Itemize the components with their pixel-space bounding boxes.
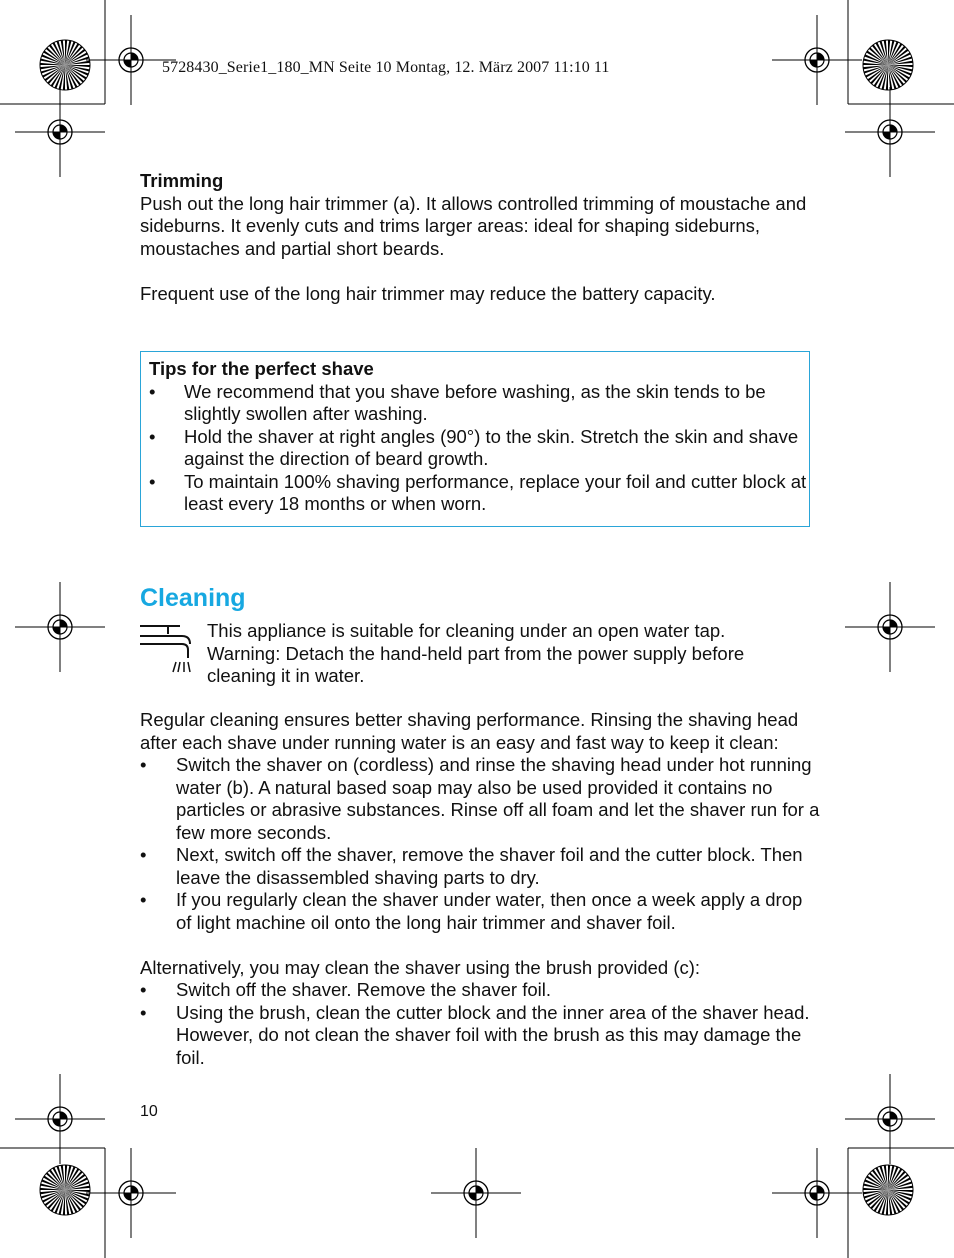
trimming-paragraph: Push out the long hair trimmer (a). It allows controlled trimming of moustache and sideburns. It evenly cuts and trims larger areas: ideal for shaping sideburns, moustaches and partial short beards. <box>140 192 807 259</box>
star-target-mark <box>863 40 913 90</box>
water-note <box>207 620 817 688</box>
brush-intro: Alternatively, you may clean the shaver using the brush provided (c): <box>140 956 701 978</box>
water-suitability: This appliance is suitable for cleaning under an open water tap. <box>207 620 726 641</box>
trimming-section <box>140 170 820 305</box>
bullet: • <box>140 1001 147 1023</box>
bullet: • <box>149 425 156 447</box>
list-item: • Next, switch off the shaver, remove the shaver foil and the cutter block. Then leave the disassembled shaving parts to dry. <box>140 844 803 888</box>
bullet: • <box>149 380 156 402</box>
water-warning: Warning: Detach the hand-held part from the power supply before cleaning it in water. <box>207 642 745 686</box>
star-target-mark <box>40 40 90 90</box>
brush-list <box>140 979 820 1069</box>
list-item: • Using the brush, clean the cutter block and the inner area of the shaver head. However, do not clean the shaver foil with the brush as this may damage the foil. <box>140 1001 810 1068</box>
bullet: • <box>140 889 147 910</box>
list-item: • Switch off the shaver. Remove the shaver foil. <box>140 979 551 1000</box>
bullet: • <box>140 754 147 775</box>
tips-box <box>140 351 810 527</box>
water-tap-icon <box>138 622 196 678</box>
tips-title: Tips for the perfect shave <box>149 358 374 379</box>
trimming-title: Trimming <box>140 170 224 191</box>
cleaning-heading: Cleaning <box>140 584 246 612</box>
cleaning-intro: Regular cleaning ensures better shaving performance. Rinsing the shaving head after each shave under running water is an easy and fast way to keep it clean: <box>140 709 799 753</box>
cleaning-body <box>140 709 820 1069</box>
list-item: • Switch the shaver on (cordless) and rinse the shaving head under hot running water (b). A natural based soap may also be used provided it contains no particles or abrasive substances. Rinse off all foam and let the shaver run for a few more seconds. <box>140 754 820 843</box>
bullet: • <box>149 470 156 492</box>
star-target-mark <box>863 1165 913 1215</box>
battery-note: Frequent use of the long hair trimmer may reduce the battery capacity. <box>140 282 716 304</box>
list-item: • If you regularly clean the shaver under water, then once a week apply a drop of light machine oil onto the long hair trimmer and shaver foil. <box>140 889 803 933</box>
bullet: • <box>140 844 147 865</box>
print-header: 5728430_Serie1_180_MN Seite 10 Montag, 12. März 2007 11:10 11 <box>162 59 610 76</box>
bullet: • <box>140 979 147 1000</box>
star-target-mark <box>40 1165 90 1215</box>
list-item: • We recommend that you shave before washing, as the skin tends to be slightly swollen after washing. <box>149 380 766 424</box>
list-item: • Hold the shaver at right angles (90°) to the skin. Stretch the skin and shave against the direction of beard growth. <box>149 425 799 469</box>
cleaning-list <box>140 754 820 934</box>
tips-list <box>149 381 809 516</box>
page-number: 10 <box>140 1103 158 1120</box>
list-item: • To maintain 100% shaving performance, replace your foil and cutter block at least every 18 months or when worn. <box>149 470 807 514</box>
